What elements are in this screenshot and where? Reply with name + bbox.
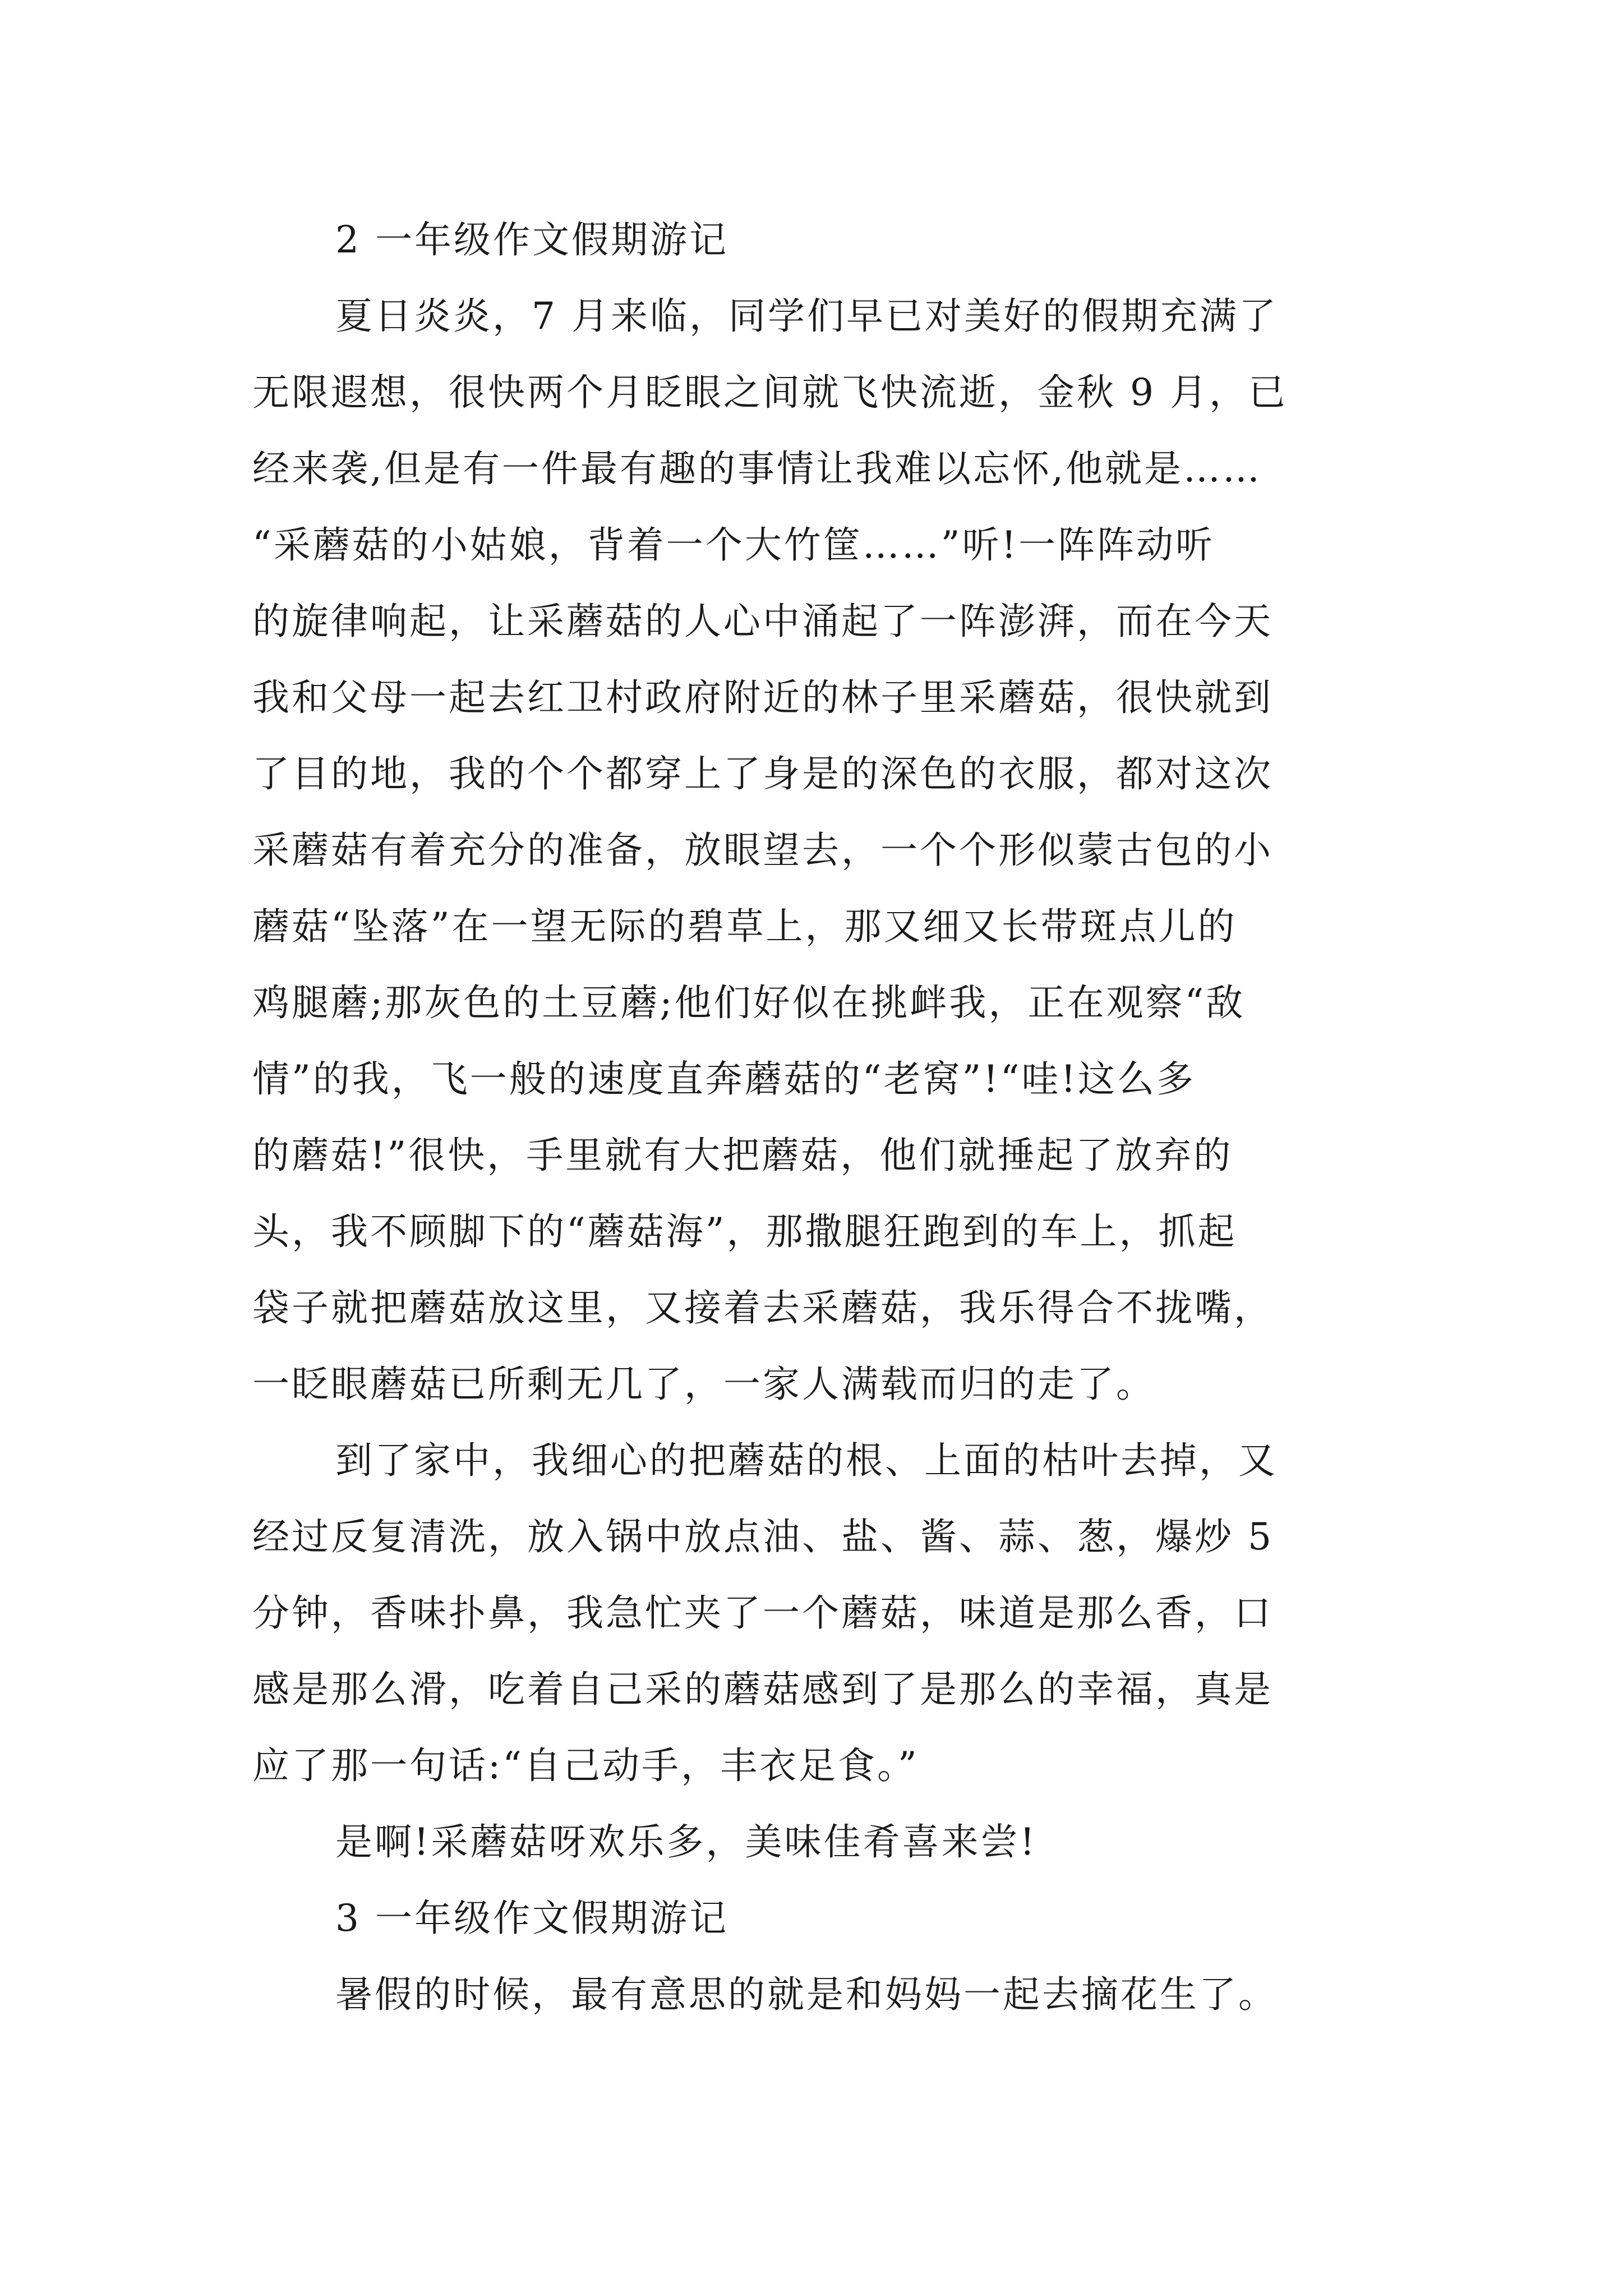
- text-line: 是啊!采蘑菇呀欢乐多，美味佳肴喜来尝!: [335, 1820, 1038, 1864]
- text-line: 头，我不顾脚下的“蘑菇海”，那撒腿狂跑到的车上，抓起: [252, 1210, 1237, 1253]
- text-line: 蘑菇“坠落”在一望无际的碧草上，那又细又长带斑点儿的: [252, 905, 1237, 948]
- essay-title-3: 3 一年级作文假期游记: [335, 1897, 728, 1940]
- document-body: [252, 202, 1391, 2033]
- text-line: “采蘑菇的小姑娘，背着一个大竹筐……”听!一阵阵动听: [252, 523, 1215, 567]
- text-line: 采蘑菇有着充分的准备，放眼望去，一个个形似蒙古包的小: [252, 829, 1273, 872]
- text-line: 情”的我，飞一般的速度直奔蘑菇的“老窝”!“哇!这么多: [252, 1057, 1196, 1101]
- text-line: 的蘑菇!”很快，手里就有大把蘑菇，他们就捶起了放弃的: [252, 1134, 1233, 1177]
- text-line: 应了那一句话:“自己动手，丰衣足食。”: [252, 1744, 919, 1787]
- text-line: 分钟，香味扑鼻，我急忙夹了一个蘑菇，味道是那么香，口: [252, 1591, 1273, 1635]
- text-line: 夏日炎炎，7 月来临，同学们早已对美好的假期充满了: [335, 295, 1278, 338]
- text-line: 一眨眼蘑菇已所剩无几了，一家人满载而归的走了。: [252, 1363, 1155, 1406]
- text-line: 经过反复清洗，放入锅中放点油、盐、酱、蒜、葱，爆炒 5: [252, 1515, 1274, 1558]
- text-line: 我和父母一起去红卫村政府附近的林子里采蘑菇，很快就到: [252, 676, 1273, 719]
- text-line: 无限遐想，很快两个月眨眼之间就飞快流逝，金秋 9 月，已: [252, 371, 1288, 414]
- text-line: 鸡腿蘑;那灰色的土豆蘑;他们好似在挑衅我，正在观察“敌: [252, 981, 1246, 1024]
- text-line: 了目的地，我的个个都穿上了身是的深色的衣服，都对这次: [252, 752, 1273, 795]
- text-line: 经来袭,但是有一件最有趣的事情让我难以忘怀,他就是……: [252, 447, 1262, 490]
- essay-title-2: 2 一年级作文假期游记: [335, 218, 728, 261]
- text-line: 暑假的时候，最有意思的就是和妈妈一起去摘花生了。: [335, 1973, 1278, 2016]
- text-line: 到了家中，我细心的把蘑菇的根、上面的枯叶去掉，又: [335, 1439, 1278, 1482]
- text-line: 袋子就把蘑菇放这里，又接着去采蘑菇，我乐得合不拢嘴，: [252, 1286, 1273, 1329]
- text-line: 的旋律响起，让采蘑菇的人心中涌起了一阵澎湃，而在今天: [252, 600, 1273, 643]
- text-line: 感是那么滑，吃着自己采的蘑菇感到了是那么的幸福，真是: [252, 1668, 1273, 1711]
